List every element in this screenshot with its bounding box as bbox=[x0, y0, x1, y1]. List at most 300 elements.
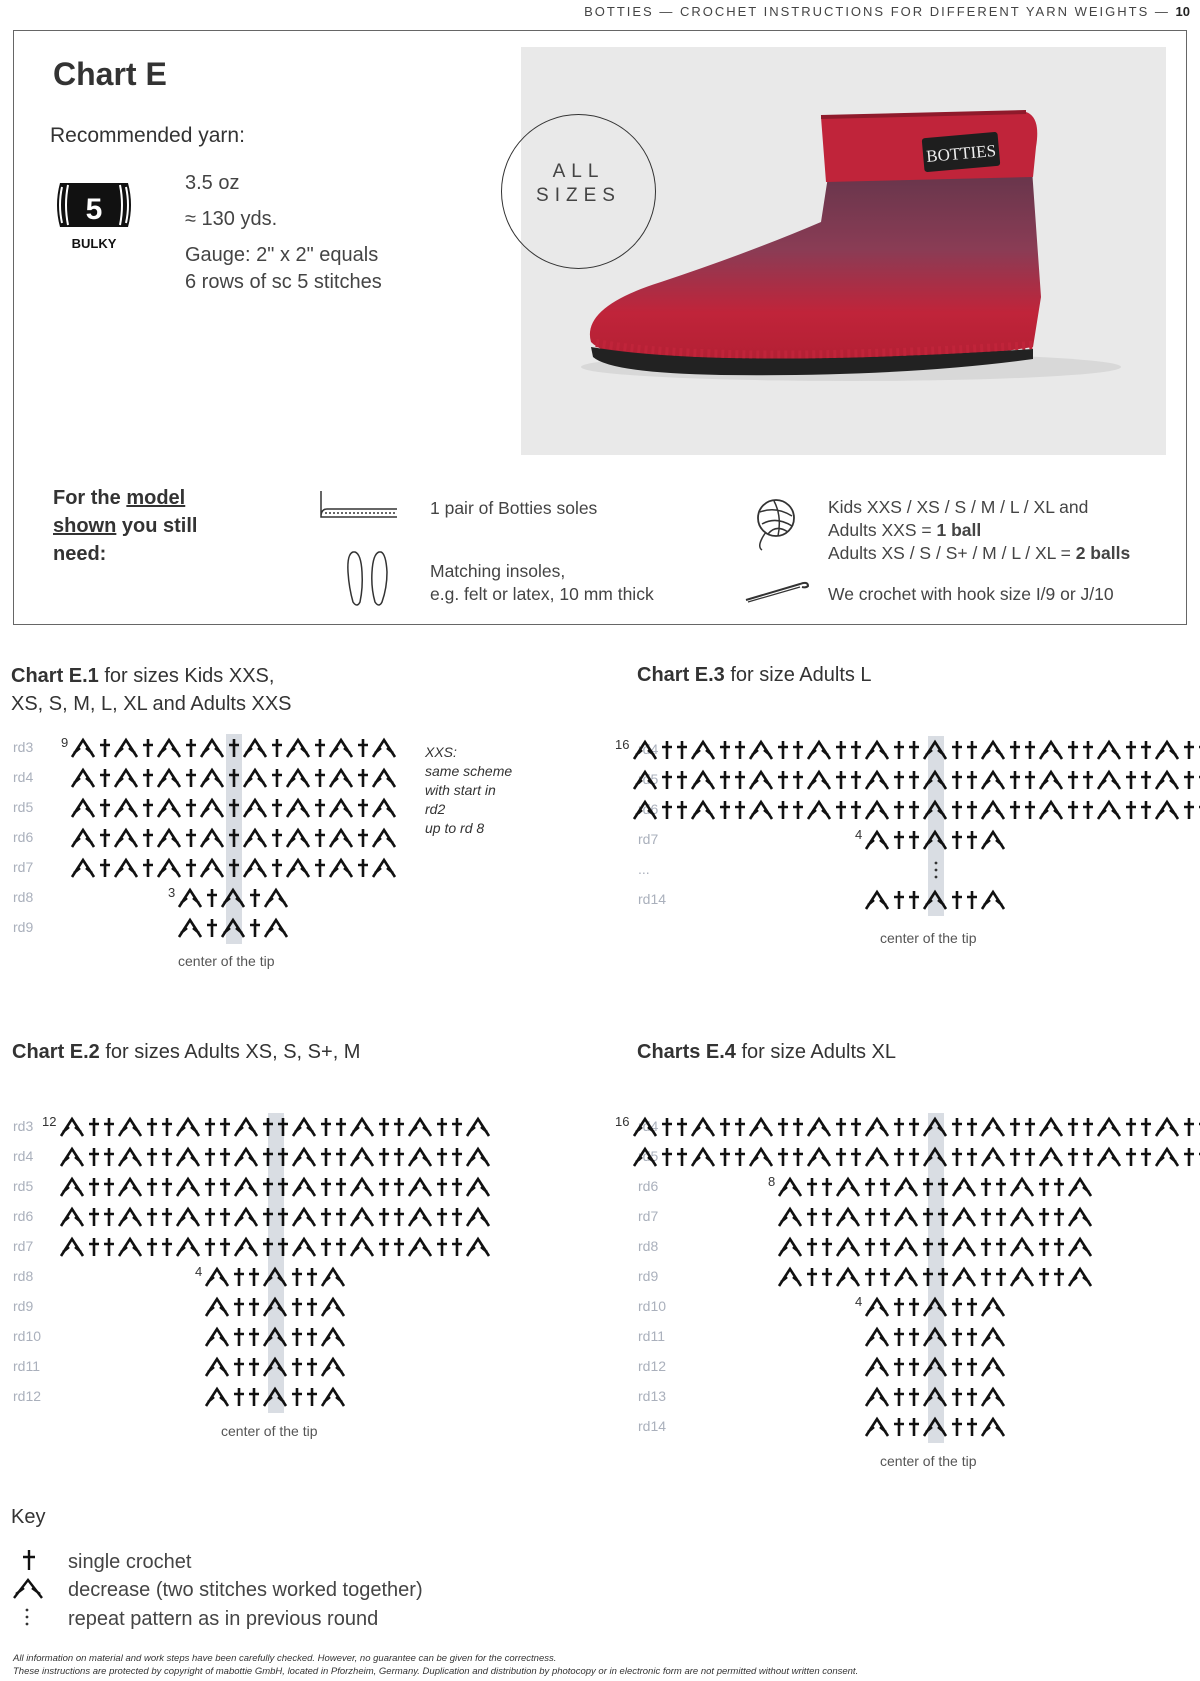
single-crochet-symbol bbox=[907, 1386, 921, 1408]
decrease-symbol bbox=[1154, 799, 1180, 821]
decrease-symbol bbox=[407, 1236, 433, 1258]
single-crochet-symbol bbox=[849, 1146, 863, 1168]
single-crochet-symbol bbox=[450, 1176, 464, 1198]
row-start-count: 12 bbox=[42, 1114, 57, 1129]
single-crochet-symbol bbox=[290, 1296, 304, 1318]
decrease-symbol bbox=[777, 1236, 803, 1258]
decrease-symbol bbox=[117, 1206, 143, 1228]
decrease-symbol bbox=[70, 827, 96, 849]
single-crochet-symbol bbox=[921, 1266, 935, 1288]
single-crochet-symbol bbox=[392, 1176, 406, 1198]
row-start-count: 3 bbox=[168, 885, 176, 900]
row-band bbox=[637, 856, 1180, 882]
recommended-yarn-label: Recommended yarn: bbox=[50, 124, 245, 147]
decrease-symbol bbox=[748, 799, 774, 821]
decrease-symbol bbox=[233, 1176, 259, 1198]
decrease-symbol bbox=[1154, 769, 1180, 791]
key-decrease: decrease (two stitches worked together) bbox=[68, 1579, 423, 1601]
decrease-symbol bbox=[864, 889, 890, 911]
single-crochet-symbol bbox=[247, 1326, 261, 1348]
decrease-symbol bbox=[285, 737, 311, 759]
single-crochet-symbol bbox=[878, 1206, 892, 1228]
decrease-symbol bbox=[1038, 739, 1064, 761]
header-title: BOTTIES — CROCHET INSTRUCTIONS FOR DIFFERENT YARN WEIGHTS — bbox=[584, 4, 1170, 19]
key-repeat: repeat pattern as in previous round bbox=[68, 1608, 379, 1630]
decrease-symbol bbox=[175, 1116, 201, 1138]
single-crochet-symbol bbox=[450, 1116, 464, 1138]
decrease-symbol bbox=[922, 1116, 948, 1138]
single-crochet-symbol bbox=[1052, 1206, 1066, 1228]
single-crochet-symbol bbox=[950, 1386, 964, 1408]
single-crochet-symbol bbox=[1066, 799, 1080, 821]
single-crochet-symbol bbox=[1182, 769, 1196, 791]
single-crochet-symbol bbox=[965, 1146, 979, 1168]
decrease-symbol bbox=[113, 797, 139, 819]
single-crochet-symbol bbox=[791, 1116, 805, 1138]
decrease-symbol bbox=[1067, 1176, 1093, 1198]
single-crochet-symbol bbox=[1023, 769, 1037, 791]
single-crochet-symbol bbox=[232, 1326, 246, 1348]
decrease-symbol bbox=[262, 1386, 288, 1408]
single-crochet-symbol bbox=[141, 857, 155, 879]
single-crochet-symbol bbox=[907, 889, 921, 911]
decrease-symbol bbox=[835, 1236, 861, 1258]
decrease-symbol bbox=[1096, 799, 1122, 821]
single-crochet-symbol bbox=[921, 1176, 935, 1198]
decrease-symbol bbox=[204, 1386, 230, 1408]
single-crochet-symbol bbox=[435, 1176, 449, 1198]
single-crochet-symbol bbox=[660, 799, 674, 821]
decrease-symbol bbox=[632, 769, 658, 791]
decrease-symbol bbox=[1154, 1116, 1180, 1138]
single-crochet-symbol bbox=[718, 799, 732, 821]
row-label: rd6 bbox=[638, 1178, 659, 1194]
decrease-symbol bbox=[285, 827, 311, 849]
single-crochet-symbol bbox=[276, 1176, 290, 1198]
single-crochet-symbol bbox=[290, 1356, 304, 1378]
single-crochet-symbol bbox=[849, 799, 863, 821]
single-crochet-symbol bbox=[892, 1416, 906, 1438]
single-crochet-symbol bbox=[276, 1146, 290, 1168]
row-start-count: 4 bbox=[855, 827, 863, 842]
single-crochet-symbol bbox=[102, 1206, 116, 1228]
single-crochet-symbol bbox=[1081, 769, 1095, 791]
decrease-symbol bbox=[690, 769, 716, 791]
single-crochet-symbol bbox=[392, 1206, 406, 1228]
row-label: rd13 bbox=[638, 1388, 667, 1404]
single-crochet-symbol bbox=[921, 1236, 935, 1258]
single-crochet-symbol bbox=[1023, 799, 1037, 821]
decrease-symbol bbox=[242, 797, 268, 819]
single-crochet-symbol bbox=[921, 1206, 935, 1228]
crochet-hook-icon bbox=[742, 578, 812, 604]
decrease-symbol bbox=[371, 767, 397, 789]
single-crochet-symbol bbox=[313, 737, 327, 759]
decrease-symbol bbox=[980, 1356, 1006, 1378]
single-crochet-symbol bbox=[892, 829, 906, 851]
single-crochet-symbol bbox=[205, 887, 219, 909]
decrease-symbol bbox=[156, 767, 182, 789]
decrease-symbol bbox=[1154, 1146, 1180, 1168]
single-crochet-symbol bbox=[160, 1146, 174, 1168]
decrease-symbol bbox=[320, 1326, 346, 1348]
single-crochet-symbol bbox=[145, 1176, 159, 1198]
single-crochet-symbol bbox=[675, 769, 689, 791]
decrease-symbol bbox=[690, 1116, 716, 1138]
single-crochet-symbol bbox=[907, 1356, 921, 1378]
decrease-symbol bbox=[777, 1176, 803, 1198]
single-crochet-symbol bbox=[849, 1116, 863, 1138]
decrease-symbol bbox=[980, 1116, 1006, 1138]
single-crochet-symbol bbox=[863, 1266, 877, 1288]
decrease-symbol bbox=[291, 1146, 317, 1168]
decrease-symbol bbox=[175, 1236, 201, 1258]
single-crochet-symbol bbox=[820, 1206, 834, 1228]
decrease-symbol bbox=[1096, 1146, 1122, 1168]
decrease-symbol bbox=[291, 1206, 317, 1228]
single-crochet-symbol bbox=[979, 1266, 993, 1288]
single-crochet-symbol bbox=[1066, 739, 1080, 761]
row-start-count: 4 bbox=[195, 1264, 203, 1279]
decrease-symbol bbox=[371, 797, 397, 819]
single-crochet-symbol bbox=[392, 1236, 406, 1258]
single-crochet-symbol bbox=[1023, 1146, 1037, 1168]
single-crochet-symbol bbox=[950, 739, 964, 761]
single-crochet-symbol bbox=[218, 1236, 232, 1258]
single-crochet-symbol bbox=[356, 737, 370, 759]
single-crochet-symbol bbox=[1124, 1116, 1138, 1138]
decrease-symbol bbox=[70, 737, 96, 759]
single-crochet-symbol bbox=[1139, 739, 1153, 761]
decrease-symbol bbox=[233, 1206, 259, 1228]
single-crochet-symbol bbox=[227, 797, 241, 819]
decrease-symbol bbox=[233, 1236, 259, 1258]
single-crochet-symbol bbox=[1182, 739, 1196, 761]
decrease-symbol bbox=[864, 1386, 890, 1408]
single-crochet-symbol bbox=[270, 827, 284, 849]
single-crochet-symbol bbox=[1066, 1116, 1080, 1138]
sole-icon bbox=[317, 487, 401, 523]
decrease-symbol bbox=[777, 1206, 803, 1228]
single-crochet-symbol bbox=[319, 1206, 333, 1228]
single-crochet-symbol bbox=[1037, 1266, 1051, 1288]
single-crochet-symbol bbox=[892, 1116, 906, 1138]
single-crochet-symbol bbox=[356, 797, 370, 819]
single-crochet-symbol bbox=[994, 1266, 1008, 1288]
single-crochet-symbol bbox=[892, 889, 906, 911]
decrease-symbol bbox=[204, 1356, 230, 1378]
single-crochet-symbol bbox=[1008, 799, 1022, 821]
single-crochet-symbol bbox=[950, 799, 964, 821]
single-crochet-symbol bbox=[892, 769, 906, 791]
decrease-symbol bbox=[951, 1266, 977, 1288]
single-crochet-symbol bbox=[290, 1266, 304, 1288]
single-crochet-symbol bbox=[87, 1116, 101, 1138]
single-crochet-symbol bbox=[1139, 1146, 1153, 1168]
decrease-symbol bbox=[748, 1116, 774, 1138]
single-crochet-symbol bbox=[160, 1206, 174, 1228]
decrease-symbol bbox=[748, 1146, 774, 1168]
single-crochet-symbol bbox=[227, 767, 241, 789]
chart-e2-center-label: center of the tip bbox=[221, 1423, 318, 1439]
decrease-symbol bbox=[220, 917, 246, 939]
single-crochet-symbol bbox=[218, 1146, 232, 1168]
decrease-symbol bbox=[285, 857, 311, 879]
single-crochet-symbol bbox=[950, 769, 964, 791]
single-crochet-symbol bbox=[203, 1116, 217, 1138]
decrease-symbol bbox=[690, 739, 716, 761]
single-crochet-symbol bbox=[718, 1146, 732, 1168]
decrease-symbol bbox=[320, 1356, 346, 1378]
yarn-weight-number: 5 bbox=[85, 193, 103, 226]
single-crochet-symbol bbox=[834, 1146, 848, 1168]
decrease-symbol bbox=[59, 1116, 85, 1138]
decrease-symbol bbox=[349, 1236, 375, 1258]
single-crochet-symbol bbox=[184, 737, 198, 759]
decrease-symbol bbox=[864, 1146, 890, 1168]
row-label: rd5 bbox=[13, 1178, 34, 1194]
single-crochet-symbol bbox=[1124, 739, 1138, 761]
decrease-symbol bbox=[980, 739, 1006, 761]
decrease-symbol bbox=[113, 767, 139, 789]
decrease-symbol bbox=[1096, 769, 1122, 791]
insoles-icon bbox=[345, 548, 391, 610]
single-crochet-symbol bbox=[849, 769, 863, 791]
row-label: rd14 bbox=[638, 1418, 667, 1434]
single-crochet-symbol bbox=[718, 1116, 732, 1138]
footer-line-2: These instructions are protected by copyright of mabottie GmbH, located in Pforzheim, Germany. Duplication and distribution by photocopy or in electronic form are not permitted without written consent. bbox=[13, 1666, 859, 1677]
row-start-count: 9 bbox=[61, 735, 69, 750]
decrease-symbol bbox=[835, 1266, 861, 1288]
single-crochet-symbol bbox=[203, 1206, 217, 1228]
decrease-symbol bbox=[1154, 739, 1180, 761]
yarn-amount: 3.5 oz bbox=[185, 172, 240, 194]
decrease-symbol bbox=[980, 889, 1006, 911]
decrease-symbol bbox=[951, 1236, 977, 1258]
single-crochet-symbol bbox=[936, 1206, 950, 1228]
decrease-symbol bbox=[806, 799, 832, 821]
single-crochet-symbol bbox=[892, 1356, 906, 1378]
decrease-symbol bbox=[806, 739, 832, 761]
single-crochet-symbol bbox=[435, 1206, 449, 1228]
decrease-symbol bbox=[199, 767, 225, 789]
single-crochet-symbol bbox=[270, 767, 284, 789]
single-crochet-symbol bbox=[305, 1326, 319, 1348]
decrease-symbol bbox=[263, 887, 289, 909]
decrease-symbol bbox=[371, 857, 397, 879]
single-crochet-symbol bbox=[718, 769, 732, 791]
decrease-symbol bbox=[113, 737, 139, 759]
decrease-symbol bbox=[59, 1146, 85, 1168]
single-crochet-symbol bbox=[1066, 769, 1080, 791]
all-sizes-badge bbox=[501, 114, 656, 269]
single-crochet-symbol bbox=[907, 1326, 921, 1348]
single-crochet-symbol bbox=[776, 769, 790, 791]
decrease-symbol bbox=[285, 767, 311, 789]
single-crochet-symbol bbox=[965, 769, 979, 791]
decrease-symbol bbox=[980, 1296, 1006, 1318]
decrease-symbol bbox=[1067, 1206, 1093, 1228]
single-crochet-symbol bbox=[247, 1296, 261, 1318]
single-crochet-symbol bbox=[334, 1236, 348, 1258]
single-crochet-symbol bbox=[141, 827, 155, 849]
decrease-symbol bbox=[328, 797, 354, 819]
single-crochet-symbol bbox=[1023, 739, 1037, 761]
decrease-symbol bbox=[199, 827, 225, 849]
decrease-symbol bbox=[175, 1206, 201, 1228]
decrease-symbol bbox=[864, 1296, 890, 1318]
single-crochet-symbol bbox=[805, 1176, 819, 1198]
single-crochet-symbol bbox=[334, 1206, 348, 1228]
single-crochet-symbol bbox=[305, 1296, 319, 1318]
single-crochet-symbol bbox=[1182, 1146, 1196, 1168]
insoles-line-2: e.g. felt or latex, 10 mm thick bbox=[430, 584, 654, 604]
single-crochet-symbol bbox=[247, 1266, 261, 1288]
single-crochet-symbol bbox=[218, 1116, 232, 1138]
single-crochet-symbol bbox=[892, 1146, 906, 1168]
single-crochet-symbol bbox=[863, 1206, 877, 1228]
single-crochet-symbol bbox=[87, 1176, 101, 1198]
decrease-symbol bbox=[117, 1146, 143, 1168]
single-crochet-symbol bbox=[907, 739, 921, 761]
single-crochet-symbol bbox=[313, 827, 327, 849]
single-crochet-symbol bbox=[950, 1296, 964, 1318]
single-crochet-symbol bbox=[435, 1146, 449, 1168]
single-crochet-symbol bbox=[834, 739, 848, 761]
decrease-symbol bbox=[632, 1116, 658, 1138]
decrease-symbol bbox=[263, 917, 289, 939]
decrease-symbol bbox=[59, 1176, 85, 1198]
repeat-icon bbox=[22, 1606, 32, 1628]
gauge-line-2: 6 rows of sc 5 stitches bbox=[185, 271, 382, 293]
single-crochet-symbol bbox=[141, 767, 155, 789]
single-crochet-symbol bbox=[820, 1236, 834, 1258]
single-crochet-symbol bbox=[261, 1146, 275, 1168]
decrease-symbol bbox=[177, 887, 203, 909]
decrease-symbol bbox=[690, 799, 716, 821]
chart-e2-title: Chart E.2 for sizes Adults XS, S, S+, M bbox=[12, 1041, 361, 1063]
single-crochet-symbol bbox=[907, 1416, 921, 1438]
single-crochet-symbol bbox=[936, 1266, 950, 1288]
decrease-icon bbox=[11, 1576, 45, 1600]
single-crochet-symbol bbox=[87, 1146, 101, 1168]
single-crochet-symbol bbox=[1139, 769, 1153, 791]
decrease-symbol bbox=[806, 1116, 832, 1138]
footer-line-1: All information on material and work steps have been carefully checked. However, no guarantee can be given for the correctness. bbox=[13, 1653, 557, 1664]
row-label: rd10 bbox=[13, 1328, 42, 1344]
decrease-symbol bbox=[980, 1146, 1006, 1168]
row-label: rd5 bbox=[638, 771, 659, 787]
decrease-symbol bbox=[285, 797, 311, 819]
decrease-symbol bbox=[407, 1146, 433, 1168]
single-crochet-symbol bbox=[377, 1236, 391, 1258]
single-crochet-symbol bbox=[1182, 1116, 1196, 1138]
single-crochet-symbol bbox=[994, 1206, 1008, 1228]
single-crochet-symbol bbox=[1008, 1116, 1022, 1138]
decrease-symbol bbox=[117, 1116, 143, 1138]
repeat-symbol bbox=[929, 859, 943, 881]
single-crochet-symbol bbox=[334, 1146, 348, 1168]
single-crochet-symbol bbox=[820, 1266, 834, 1288]
single-crochet-symbol bbox=[227, 737, 241, 759]
single-crochet-symbol bbox=[247, 1386, 261, 1408]
decrease-symbol bbox=[175, 1176, 201, 1198]
row-label: rd7 bbox=[638, 831, 659, 847]
single-crochet-symbol bbox=[776, 1116, 790, 1138]
hook-text: We crochet with hook size I/9 or J/10 bbox=[828, 584, 1114, 604]
single-crochet-symbol bbox=[261, 1206, 275, 1228]
decrease-symbol bbox=[864, 739, 890, 761]
decrease-symbol bbox=[220, 887, 246, 909]
decrease-symbol bbox=[1038, 1146, 1064, 1168]
single-crochet-symbol bbox=[160, 1116, 174, 1138]
decrease-symbol bbox=[980, 1416, 1006, 1438]
decrease-symbol bbox=[407, 1206, 433, 1228]
single-crochet-symbol bbox=[184, 797, 198, 819]
row-label: rd6 bbox=[638, 801, 659, 817]
chart-e4-title: Charts E.4 for size Adults XL bbox=[637, 1041, 897, 1063]
single-crochet-symbol bbox=[878, 1176, 892, 1198]
single-crochet-symbol bbox=[319, 1146, 333, 1168]
decrease-symbol bbox=[1009, 1266, 1035, 1288]
single-crochet-symbol bbox=[791, 769, 805, 791]
chart-e1-center-label: center of the tip bbox=[178, 953, 275, 969]
single-crochet-symbol bbox=[863, 1236, 877, 1258]
single-crochet-symbol bbox=[184, 767, 198, 789]
decrease-symbol bbox=[349, 1146, 375, 1168]
single-crochet-symbol bbox=[834, 769, 848, 791]
single-crochet-symbol bbox=[733, 739, 747, 761]
decrease-symbol bbox=[1038, 1116, 1064, 1138]
row-label: rd7 bbox=[13, 859, 34, 875]
decrease-symbol bbox=[1009, 1236, 1035, 1258]
single-crochet-symbol bbox=[892, 799, 906, 821]
single-crochet-symbol bbox=[276, 1116, 290, 1138]
row-start-count: 4 bbox=[855, 1294, 863, 1309]
single-crochet-symbol bbox=[965, 739, 979, 761]
decrease-symbol bbox=[632, 799, 658, 821]
decrease-symbol bbox=[980, 799, 1006, 821]
decrease-symbol bbox=[1009, 1206, 1035, 1228]
single-crochet-symbol bbox=[98, 827, 112, 849]
single-crochet-symbol bbox=[377, 1206, 391, 1228]
single-crochet-symbol bbox=[1081, 739, 1095, 761]
row-label: rd4 bbox=[13, 1148, 34, 1164]
row-label: rd5 bbox=[13, 799, 34, 815]
single-crochet-symbol bbox=[965, 1356, 979, 1378]
row-label: rd9 bbox=[638, 1268, 659, 1284]
single-crochet-symbol bbox=[232, 1356, 246, 1378]
decrease-symbol bbox=[951, 1206, 977, 1228]
row-label: rd6 bbox=[13, 1208, 34, 1224]
decrease-symbol bbox=[1067, 1236, 1093, 1258]
single-crochet-symbol bbox=[776, 799, 790, 821]
decrease-symbol bbox=[465, 1206, 491, 1228]
decrease-symbol bbox=[690, 1146, 716, 1168]
decrease-symbol bbox=[320, 1296, 346, 1318]
row-label: rd6 bbox=[13, 829, 34, 845]
single-crochet-symbol bbox=[907, 1296, 921, 1318]
single-crochet-symbol bbox=[907, 1146, 921, 1168]
single-crochet-symbol bbox=[377, 1116, 391, 1138]
single-crochet-symbol bbox=[675, 739, 689, 761]
single-crochet-symbol bbox=[270, 797, 284, 819]
single-crochet-symbol bbox=[1037, 1236, 1051, 1258]
decrease-symbol bbox=[980, 829, 1006, 851]
row-label: rd4 bbox=[638, 1118, 659, 1134]
decrease-symbol bbox=[922, 1296, 948, 1318]
decrease-symbol bbox=[465, 1236, 491, 1258]
